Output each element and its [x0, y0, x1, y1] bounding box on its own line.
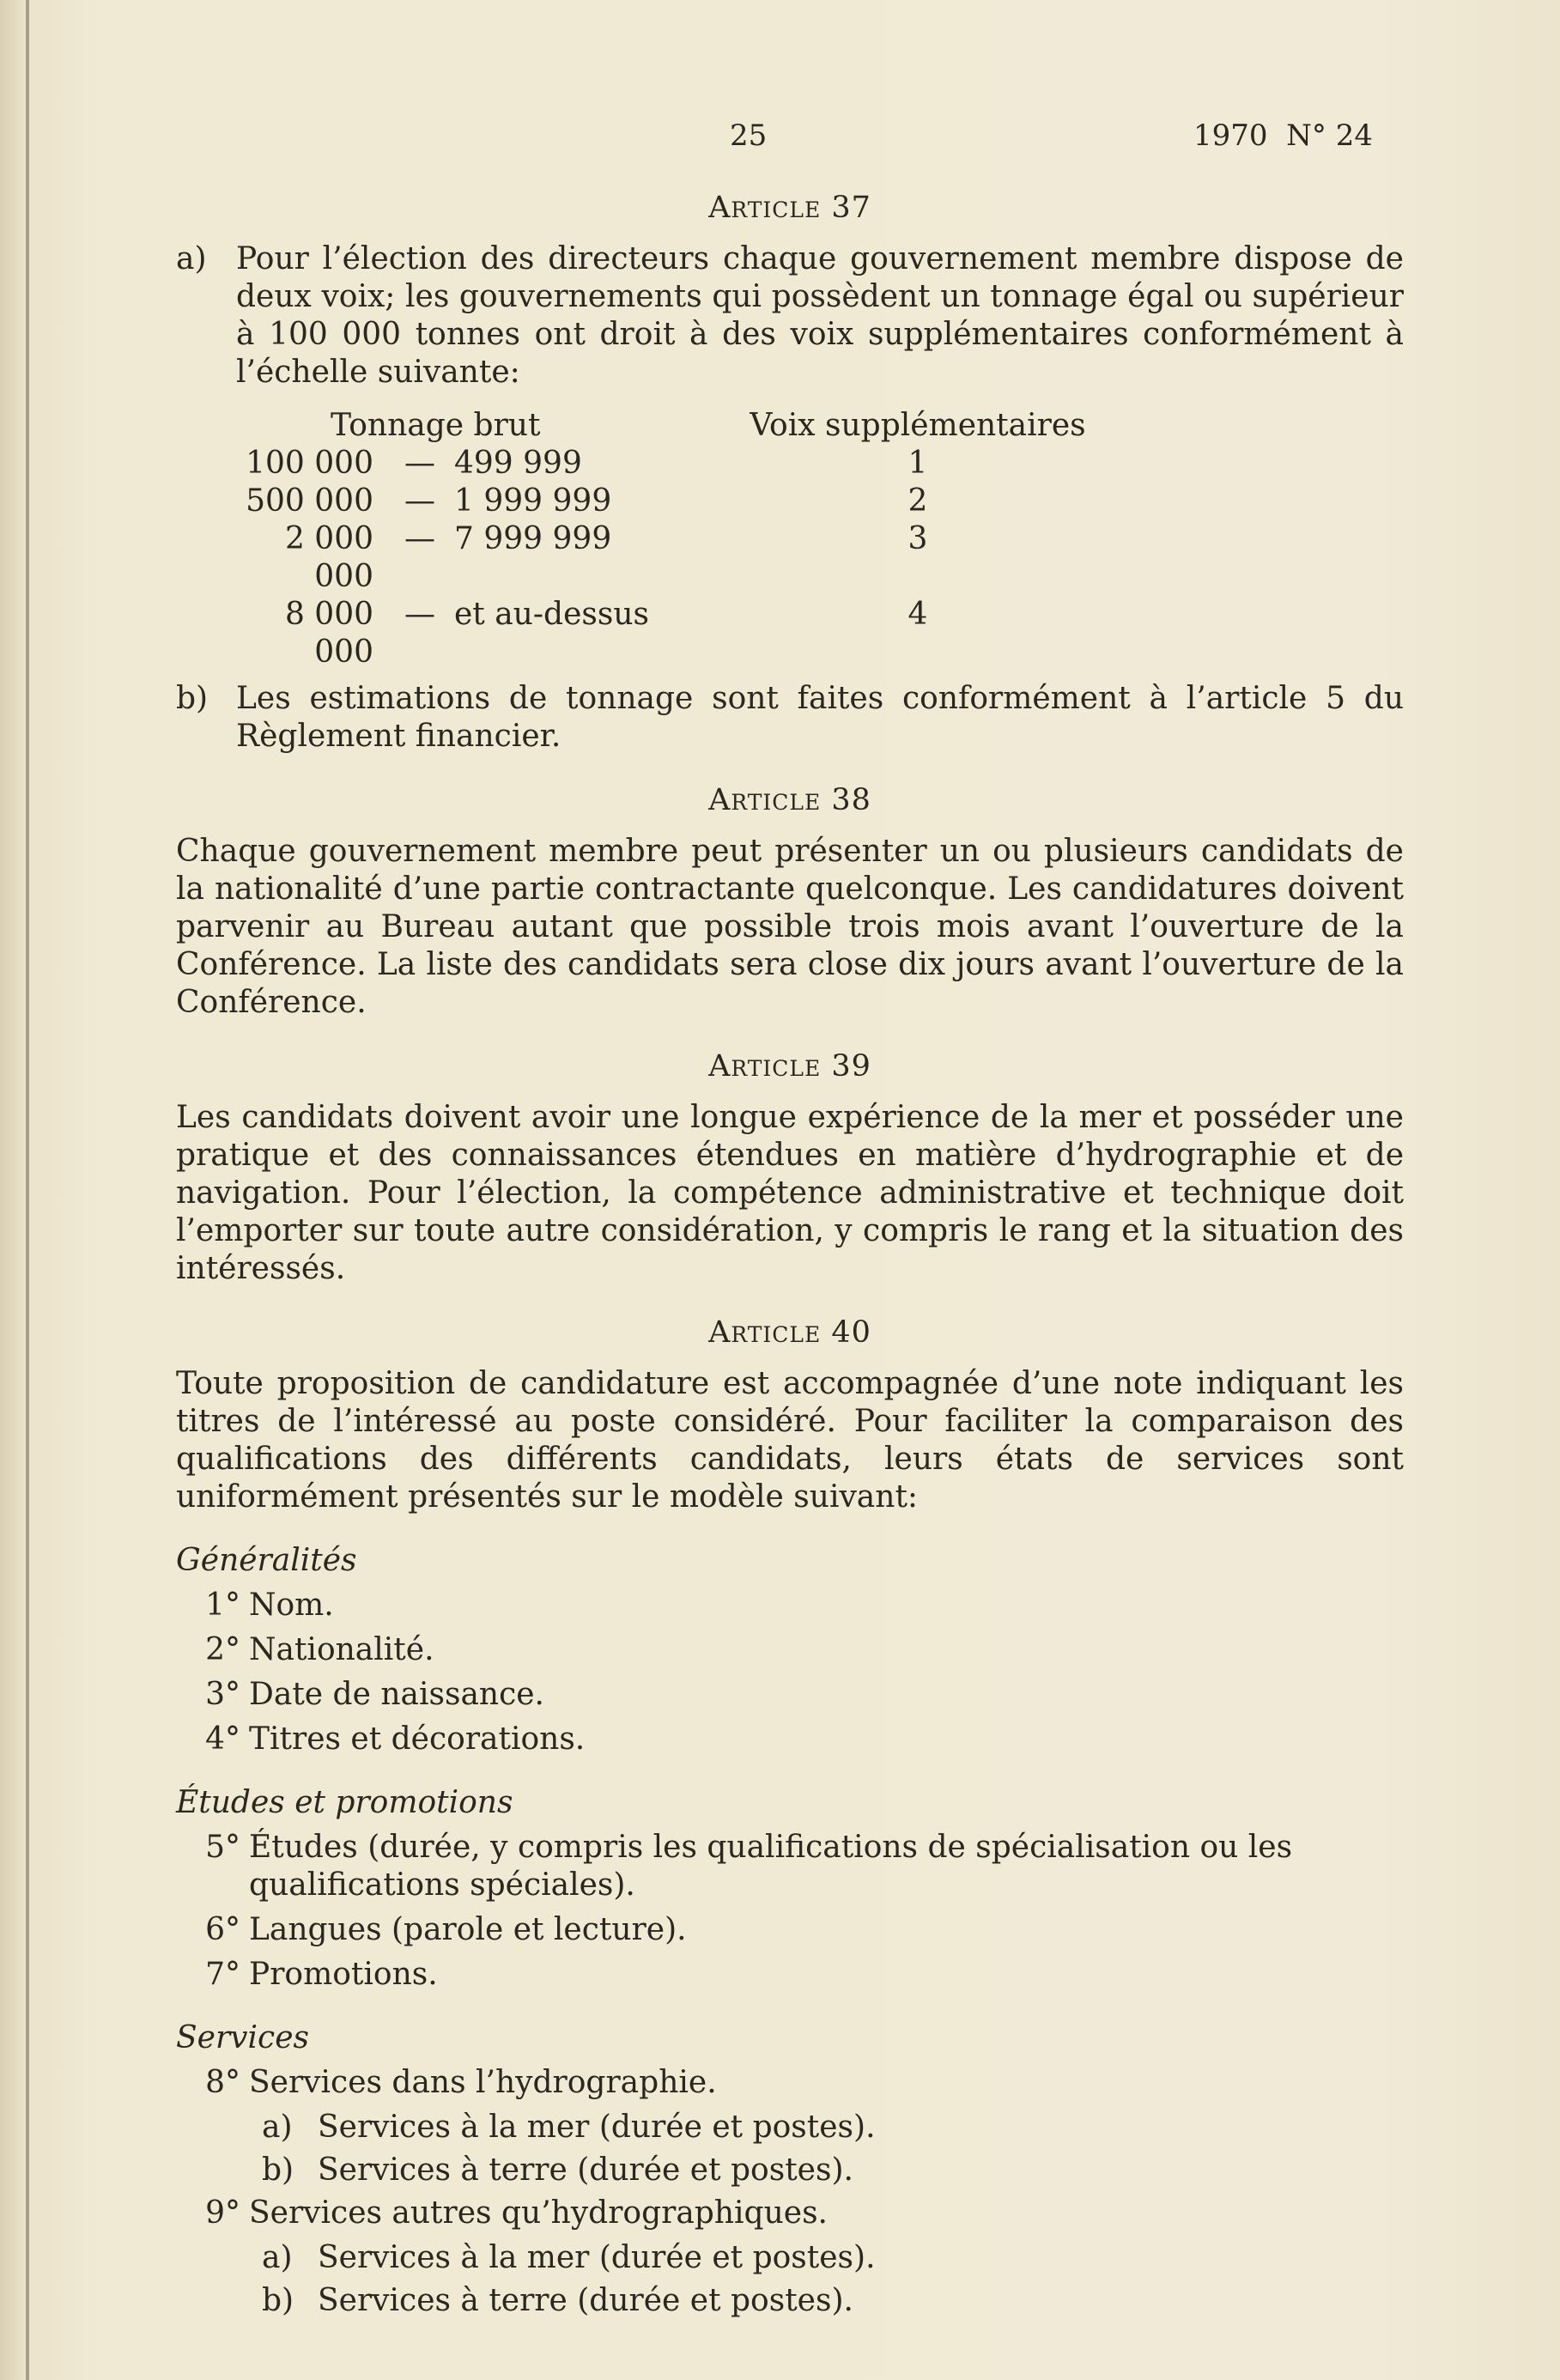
tonnage-to: 499 999 — [454, 446, 582, 481]
list-item — [176, 1676, 1404, 1714]
item-text: Études (durée, y compris les qualifications de spécialisation ou les qualifications spéciales). — [249, 1830, 1293, 1903]
item-number: 3° — [205, 1677, 240, 1712]
sub-item-text: Services à la mer (durée et postes). — [318, 2240, 876, 2275]
voix-value: 2 — [907, 483, 928, 519]
range-dash: — — [404, 483, 435, 519]
item-number: 1° — [205, 1588, 240, 1623]
section-services-label: Services — [176, 2020, 309, 2055]
item-number: 5° — [205, 1830, 240, 1865]
article-37-para-a — [176, 240, 1404, 392]
tonnage-table — [228, 407, 1150, 671]
tonnage-from: 2 000 000 — [284, 521, 373, 594]
item-number: 7° — [205, 1957, 240, 1992]
list-item — [176, 1956, 1404, 1994]
col-header-voix: Voix supplémentaires — [750, 408, 1086, 443]
para-label: a) — [176, 241, 207, 276]
sub-item-label: b) — [262, 2152, 294, 2188]
item-text: Services autres qu’hydrographiques. — [249, 2195, 828, 2231]
item-number: 4° — [205, 1721, 240, 1757]
item-number: 9° — [205, 2195, 240, 2231]
tonnage-to: et au-dessus — [454, 597, 649, 632]
sub-item-label: a) — [262, 2240, 293, 2275]
document-reference: 1970 N° 24 — [1193, 118, 1373, 153]
list-item — [176, 1829, 1404, 1904]
section-generalites-label: Généralités — [176, 1543, 357, 1578]
sub-item-label: b) — [262, 2283, 294, 2318]
col-header-tonnage: Tonnage brut — [331, 408, 541, 443]
article-40-text: Toute proposition de candidature est accompagnée d’une note indiquant les titres de l’intéressé au poste considéré. Pour faciliter la comparaison des qualifications des différents candidats, leurs états de services sont uniformément présentés sur le modèle suivant: — [176, 1366, 1404, 1515]
table-row — [228, 596, 1150, 671]
list-item — [176, 1631, 1404, 1669]
list-item — [176, 1911, 1404, 1949]
page-number: 25 — [730, 118, 768, 153]
item-text: Promotions. — [249, 1957, 438, 1992]
item-number: 8° — [205, 2065, 240, 2100]
sub-item-text: Services à terre (durée et postes). — [318, 2152, 853, 2188]
item-text: Titres et décorations. — [249, 1721, 586, 1757]
para-text: Pour l’élection des directeurs chaque gouvernement membre dispose de deux voix; les gouvernements qui possèdent un tonnage égal ou supérieur à 100 000 tonnes ont droit à des voix supplémentaires conformément à l’échelle suivante: — [236, 241, 1404, 390]
sub-list-item — [262, 2282, 1404, 2320]
section-etudes-label: Études et promotions — [176, 1785, 513, 1820]
sub-list-item — [262, 2239, 1404, 2277]
article-37-para-b — [176, 680, 1404, 756]
list-item — [176, 1587, 1404, 1624]
sub-list-item — [262, 2152, 1404, 2189]
document-body — [176, 189, 1404, 2325]
book-spine-edge — [26, 0, 29, 2380]
para-text: Les estimations de tonnage sont faites conformément à l’article 5 du Règlement financier. — [236, 681, 1404, 754]
table-header-row — [228, 407, 1150, 445]
article-38-text: Chaque gouvernement membre peut présenter un ou plusieurs candidats de la nationalité d’une partie contractante quelconque. Les candidatures doivent parvenir au Bureau autant que possible trois mois avant l’ouverture de la Conférence. La liste des candidats sera close dix jours avant l’ouverture de la Conférence. — [176, 834, 1404, 1020]
voix-value: 3 — [907, 521, 928, 556]
list-item — [176, 1721, 1404, 1758]
article-40-title: Article 40 — [708, 1315, 871, 1350]
table-row — [228, 445, 1150, 483]
item-number: 2° — [205, 1632, 240, 1667]
sub-item-label: a) — [262, 2110, 293, 2145]
item-text: Nationalité. — [249, 1632, 434, 1667]
voix-value: 1 — [907, 446, 928, 481]
tonnage-to: 1 999 999 — [454, 483, 612, 519]
item-text: Langues (parole et lecture). — [249, 1912, 687, 1947]
item-text: Services dans l’hydrographie. — [249, 2065, 717, 2100]
para-label: b) — [176, 681, 209, 716]
sub-list-item — [262, 2109, 1404, 2146]
item-text: Date de naissance. — [249, 1677, 545, 1712]
item-number: 6° — [205, 1912, 240, 1947]
tonnage-from: 100 000 — [246, 446, 373, 481]
sub-item-text: Services à la mer (durée et postes). — [318, 2110, 876, 2145]
list-item — [176, 2195, 1404, 2232]
tonnage-from: 8 000 000 — [284, 597, 373, 670]
tonnage-from: 500 000 — [246, 483, 373, 519]
article-39-text: Les candidats doivent avoir une longue expérience de la mer et posséder une pratique et des connaissances étendues en matière d’hydrographie et de navigation. Pour l’élection, la compétence administrative et technique doit l’emporter sur toute autre considération, y compris le rang et la situation des intéressés. — [176, 1100, 1404, 1286]
page-header — [0, 118, 1560, 161]
table-row — [228, 520, 1150, 596]
article-39-title: Article 39 — [708, 1049, 871, 1084]
list-item — [176, 2064, 1404, 2102]
sub-item-text: Services à terre (durée et postes). — [318, 2283, 853, 2318]
range-dash: — — [404, 521, 435, 556]
item-text: Nom. — [249, 1588, 334, 1623]
range-dash: — — [404, 446, 435, 481]
range-dash: — — [404, 597, 435, 632]
article-38-title: Article 38 — [708, 783, 871, 817]
tonnage-to: 7 999 999 — [454, 521, 612, 556]
article-37-title: Article 37 — [708, 191, 871, 225]
table-row — [228, 483, 1150, 520]
voix-value: 4 — [907, 597, 928, 632]
